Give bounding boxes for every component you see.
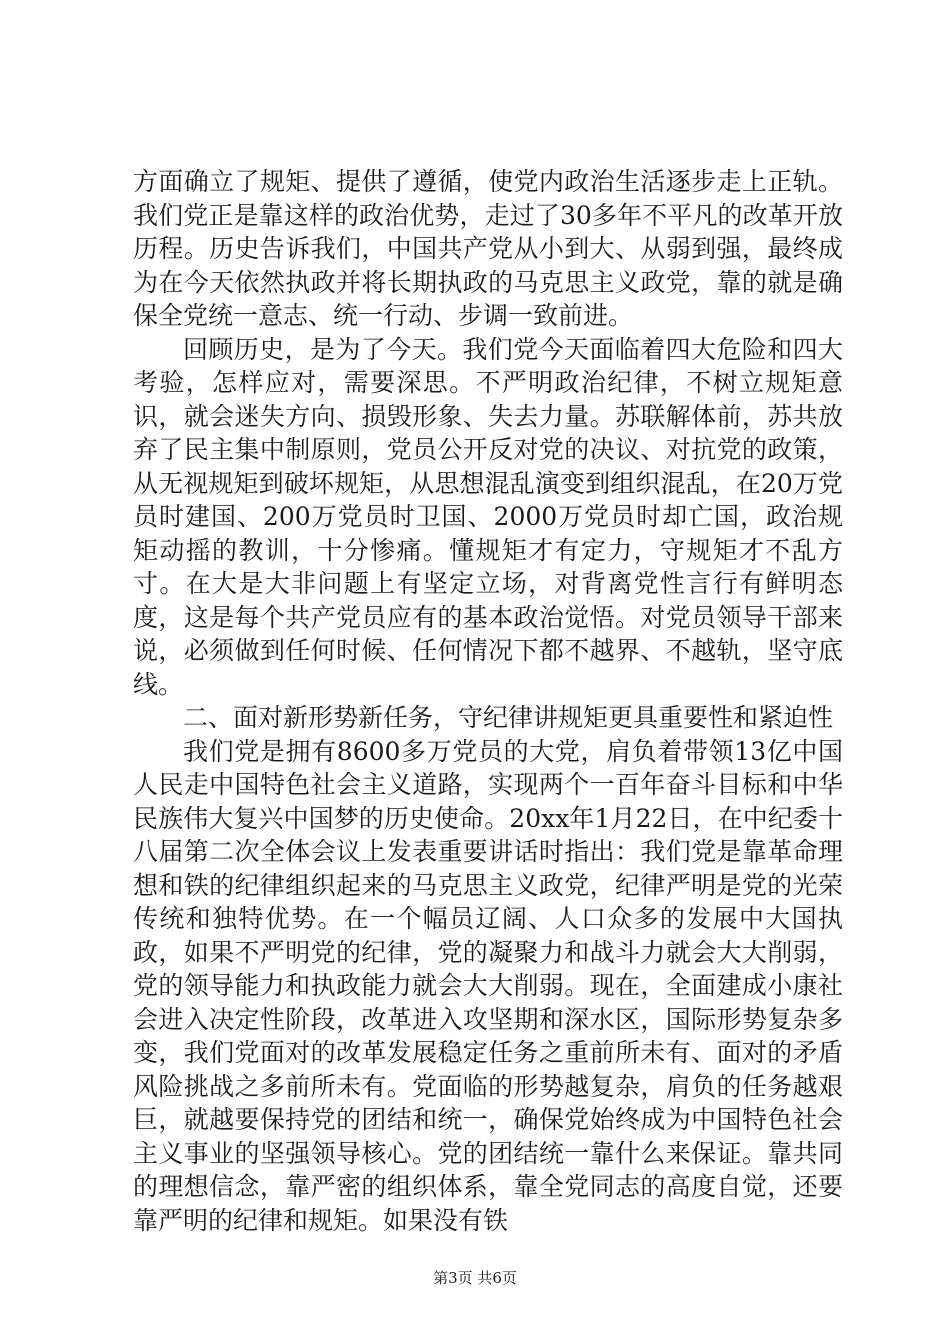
section-heading: 二、面对新形势新任务，守纪律讲规矩更具重要性和紧迫性 [183, 703, 834, 732]
paragraph-3: 我们党是拥有8600多万党员的大党，肩负着带领13亿中国人民走中国特色社会主义道路，实现两个一百年奋斗目标和中华民族伟大复兴中国梦的历史使命。20xx年1月22日，在中纪委十八届第二次全体会议上发表重要讲话时指出：我们党是靠革命理想和铁的纪律组织起来的马克思主义政党，纪律严明是党的光荣传统和独特优势。在一个幅员辽阔、人口众多的发展中大国执政，如果不严明党的纪律，党的凝聚力和战斗力就会大大削弱，党的领导能力和执政能力就会大大削弱。现在，全面建成小康社会进入决定性阶段，改革进入攻坚期和深水区，国际形势复杂多变，我们党面对的改革发展稳定任务之重前所未有、面对的矛盾风险挑战之多前所未有。党面临的形势越复杂，肩负的任务越艰巨，就越要保持党的团结和统一，确保党始终成为中国特色社会主义事业的坚强领导核心。党的团结统一靠什么来保证。靠共同的理想信念，靠严密的组织体系，靠全党同志的高度自觉，还要靠严明的纪律和规矩。如果没有铁 [133, 736, 843, 1235]
page-footer: 第3页 共6页 [433, 1269, 517, 1287]
paragraph-1: 方面确立了规矩、提供了遵循，使党内政治生活逐步走上正轨。我们党正是靠这样的政治优势，走过了30多年不平凡的改革开放历程。历史告诉我们，中国共产党从小到大、从弱到强，最终成为在今天依然执政并将长期执政的马克思主义政党，靠的就是确保全党统一意志、统一行动、步调一致前进。 [133, 167, 843, 330]
paragraph-2: 回顾历史，是为了今天。我们党今天面临着四大危险和四大考验，怎样应对，需要深思。不严明政治纪律，不树立规矩意识，就会迷失方向、损毁形象、失去力量。苏联解体前，苏共放弃了民主集中制原则，党员公开反对党的决议、对抗党的政策，从无视规矩到破坏规矩，从思想混乱演变到组织混乱，在20万党员时建国、200万党员时卫国、2000万党员时却亡国，政治规矩动摇的教训，十分惨痛。懂规矩才有定力，守规矩才不乱方寸。在大是大非问题上有坚定立场，对背离党性言行有鲜明态度，这是每个共产党员应有的基本政治觉悟。对党员领导干部来说，必须做到任何时候、任何情况下都不越界、不越轨，坚守底线。 [133, 334, 843, 699]
document-body [133, 165, 843, 1237]
